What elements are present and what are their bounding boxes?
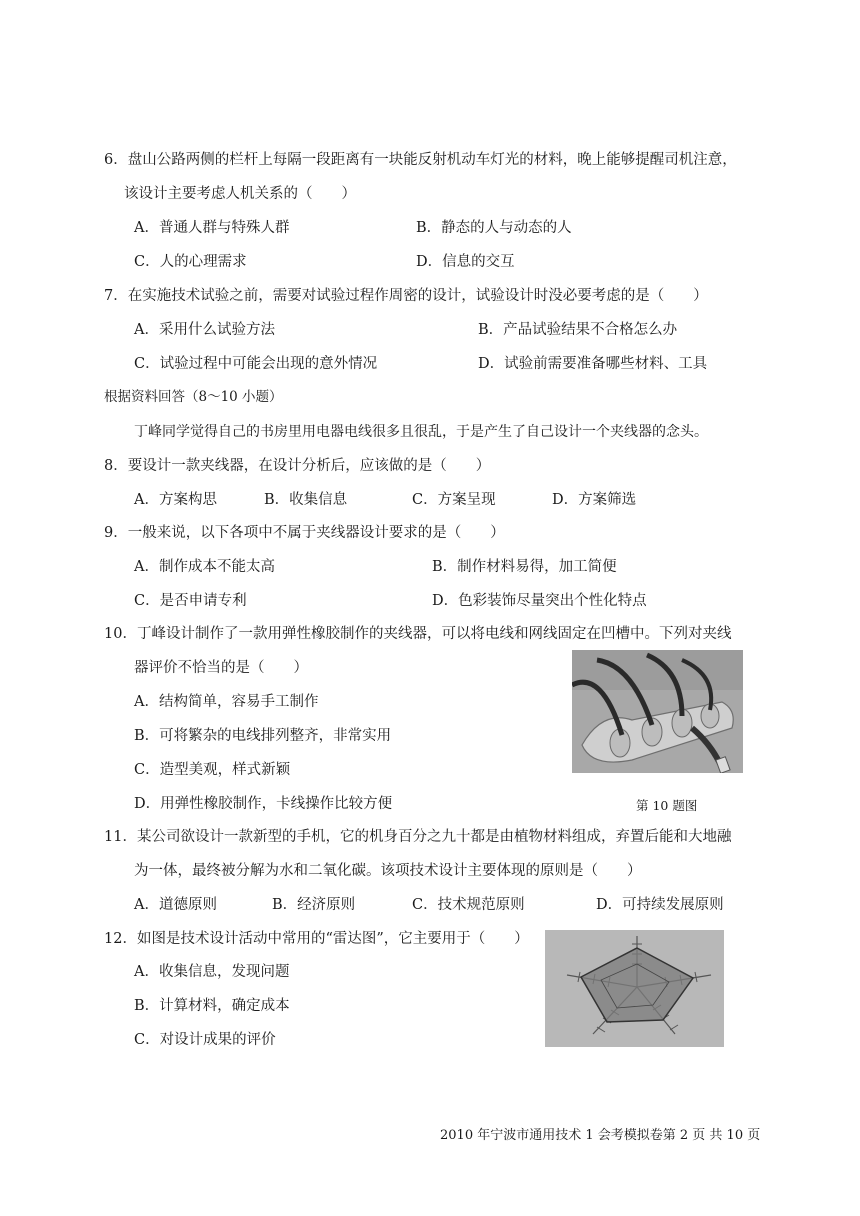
q10-stem-line1: 10．丁峰设计制作了一款用弹性橡胶制作的夹线器，可以将电线和网线固定在凹槽中。下列对夹线: [104, 626, 732, 642]
q10-option-d: D．用弹性橡胶制作，卡线操作比较方便: [134, 796, 393, 812]
q9-option-c: C．是否申请专利: [134, 593, 247, 609]
q7-option-b: B．产品试验结果不合格怎么办: [478, 322, 678, 338]
q9-stem-line1: 9．一般来说，以下各项中不属于夹线器设计要求的是（ ）: [104, 525, 505, 541]
q8-option-b: B．收集信息: [264, 492, 348, 508]
q12-option-b: B．计算材料，确定成本: [134, 998, 290, 1014]
radar-chart-photo: [545, 930, 724, 1047]
q6-option-a: A．普通人群与特殊人群: [134, 220, 290, 236]
q10-option-c: C．造型美观，样式新颖: [134, 762, 291, 778]
radar-chart-illustration: [545, 930, 724, 1047]
q7-option-c: C．试验过程中可能会出现的意外情况: [134, 356, 378, 372]
q12-stem-line1: 12．如图是技术设计活动中常用的“雷达图”，它主要用于（ ）: [104, 931, 529, 947]
q11-option-c: C．技术规范原则: [412, 897, 525, 913]
q9-option-a: A．制作成本不能太高: [134, 559, 275, 575]
q11-stem-line1: 11．某公司欲设计一款新型的手机，它的机身百分之九十都是由植物材料组成，弃置后能和大地融: [104, 829, 732, 845]
cable-clip-photo: [572, 650, 743, 773]
q11-option-a: A．道德原则: [134, 897, 217, 913]
q7-stem-line1: 7．在实施技术试验之前，需要对试验过程作周密的设计，试验设计时没必要考虑的是（ ）: [104, 288, 708, 304]
q6-option-c: C．人的心理需求: [134, 254, 247, 270]
q12-option-a: A．收集信息，发现问题: [134, 964, 290, 980]
q8-option-c: C．方案呈现: [412, 492, 496, 508]
page-footer: 2010 年宁波市通用技术 1 会考模拟卷第 2 页 共 10 页: [440, 1128, 761, 1143]
q6-stem-line2: 该设计主要考虑人机关系的（ ）: [124, 186, 356, 202]
q7-option-a: A．采用什么试验方法: [134, 322, 275, 338]
q9-option-d: D．色彩装饰尽量突出个性化特点: [432, 593, 647, 609]
q11-stem-line2: 为一体，最终被分解为水和二氧化碳。该项技术设计主要体现的原则是（ ）: [134, 863, 642, 879]
q11-option-b: B．经济原则: [272, 897, 356, 913]
q12-option-c: C．对设计成果的评价: [134, 1032, 276, 1048]
q8-stem-line1: 8．要设计一款夹线器，在设计分析后，应该做的是（ ）: [104, 458, 491, 474]
q6-option-d: D．信息的交互: [416, 254, 515, 270]
material-heading: 根据资料回答（8～10 小题）: [104, 389, 283, 405]
q8-option-d: D．方案筛选: [552, 492, 637, 508]
q10-option-a: A．结构简单，容易手工制作: [134, 694, 319, 710]
q6-option-b: B．静态的人与动态的人: [416, 220, 572, 236]
q9-option-b: B．制作材料易得，加工简便: [432, 559, 617, 575]
q7-option-d: D．试验前需要准备哪些材料、工具: [478, 356, 708, 372]
q10-figure-caption: 第 10 题图: [636, 798, 698, 813]
q10-option-b: B．可将繁杂的电线排列整齐，非常实用: [134, 728, 392, 744]
cable-clip-illustration: [572, 650, 743, 773]
q11-option-d: D．可持续发展原则: [596, 897, 724, 913]
q6-stem-line1: 6．盘山公路两侧的栏杆上每隔一段距离有一块能反射机动车灯光的材料，晚上能够提醒司机注意，: [104, 152, 737, 168]
material-text: 丁峰同学觉得自己的书房里用电器电线很多且很乱，于是产生了自己设计一个夹线器的念头。: [134, 424, 708, 440]
q10-stem-line2: 器评价不恰当的是（ ）: [134, 660, 308, 676]
q8-option-a: A．方案构思: [134, 492, 217, 508]
